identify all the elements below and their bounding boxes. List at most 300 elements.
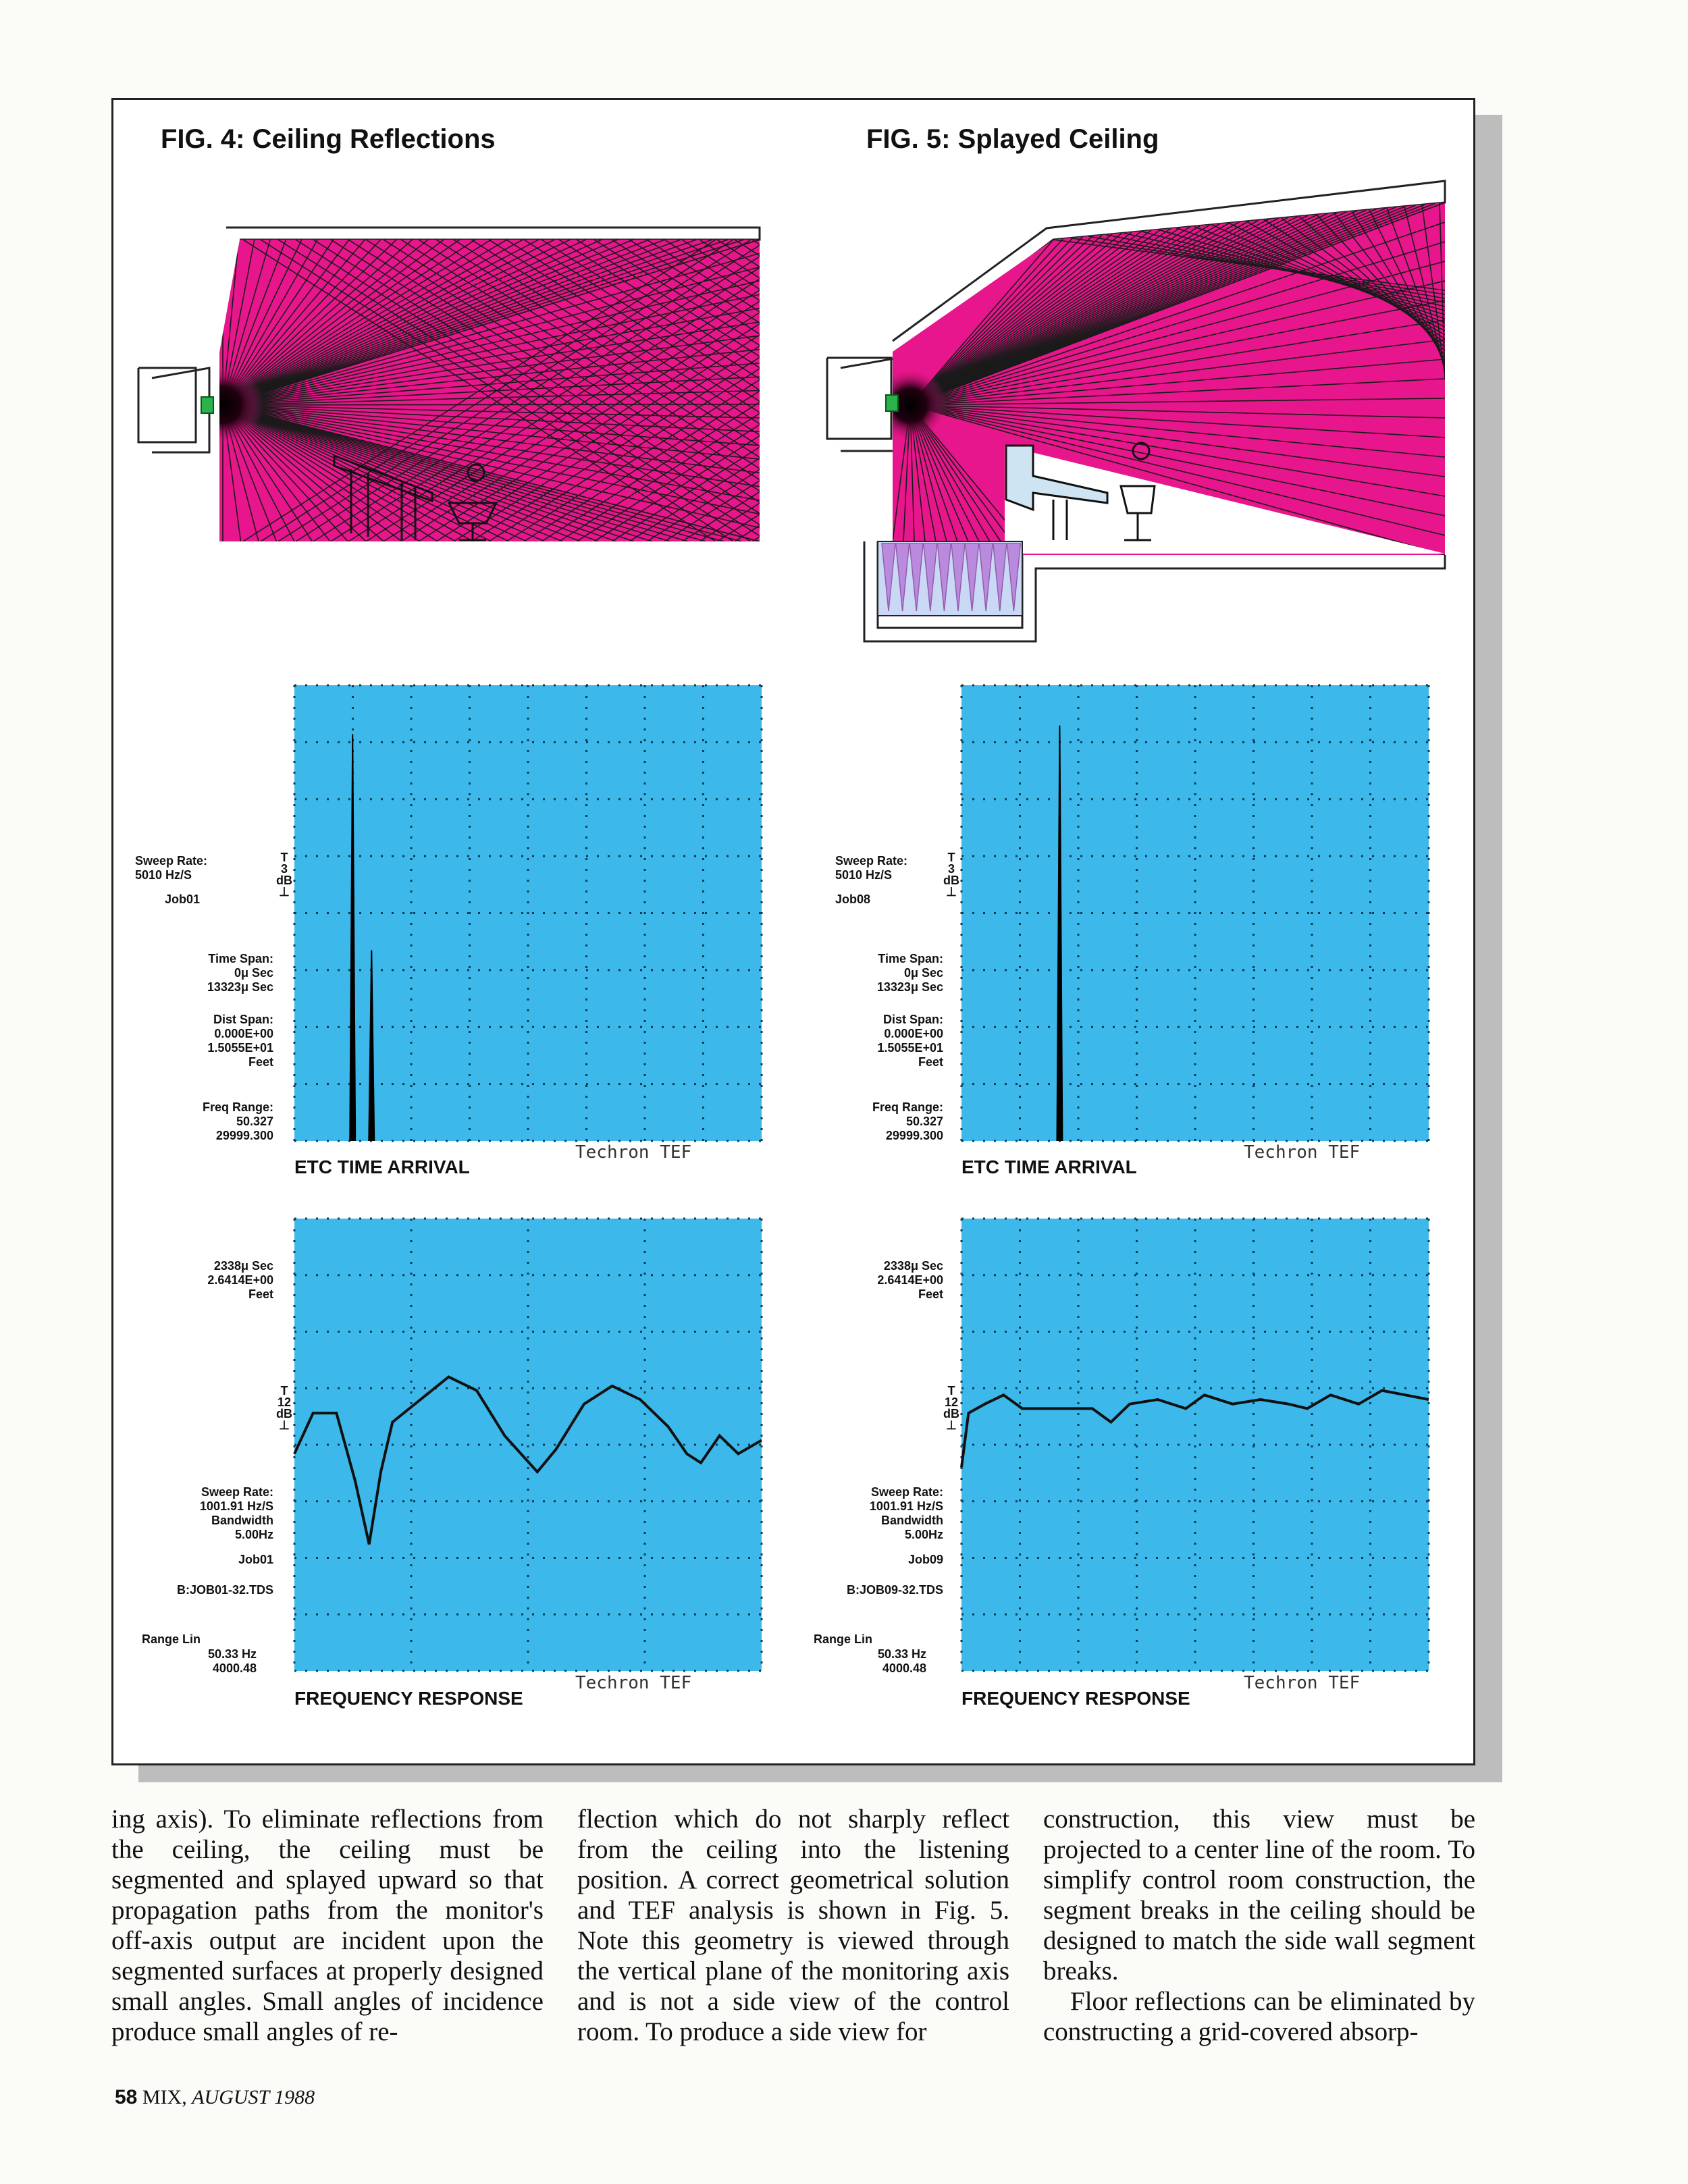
fig5-fr-gridline	[1340, 1331, 1342, 1333]
fig4-etc-gridline	[510, 1026, 512, 1028]
fig5-etc-gridline	[1369, 1074, 1371, 1076]
fig4-etc-gridline	[469, 858, 471, 860]
fig4-etc-gridline	[370, 741, 372, 743]
fig4-etc-gridline	[489, 1083, 491, 1085]
fig5-etc-gridline	[1199, 969, 1201, 971]
fig5-etc-gridline	[1383, 855, 1385, 857]
fig4-etc-gridline	[597, 798, 599, 800]
fig4-etc-gridline	[527, 869, 529, 871]
fig4-fr-gridline	[564, 1444, 566, 1446]
fig5-fr-gridline	[1178, 1614, 1180, 1616]
fig5-etc-gridline	[1078, 955, 1080, 957]
fig5-fr-gridline	[1136, 1575, 1138, 1577]
fig4-etc-gridline	[761, 782, 763, 784]
fig5-etc-gridline	[1311, 1117, 1313, 1119]
fig4-fr-gridline	[467, 1444, 469, 1446]
fig5-fr-gridline	[1145, 1670, 1147, 1672]
fig4-fr-gridline	[543, 1444, 545, 1446]
fig5-etc-gridline	[1361, 1083, 1363, 1085]
fig5-fr-gridline	[1428, 1618, 1430, 1620]
fig5-fr-gridline	[1428, 1402, 1430, 1404]
fig5-fr-gridline	[961, 1651, 963, 1653]
fig4-etc-gridline	[348, 741, 350, 743]
fig4-etc-gridline	[510, 685, 512, 687]
fig5-fr-gridline	[1037, 1387, 1039, 1389]
fig4-fr-gridline	[644, 1586, 646, 1588]
fig4-etc-gridline	[527, 955, 529, 957]
fig4-fr-gridline	[411, 1219, 413, 1221]
fig5-fr-gridline	[1318, 1614, 1320, 1616]
fig4-etc-gridline	[294, 1096, 296, 1098]
fig4-fr-gridline	[761, 1640, 763, 1642]
fig5-fr-gridline	[1286, 1670, 1288, 1672]
fig5-fr-gridline	[1078, 1273, 1080, 1275]
fig4-fr-gridline	[411, 1391, 413, 1393]
fig5-fr-gridline	[1194, 1510, 1196, 1512]
fig4-etc-gridline	[469, 728, 471, 730]
fig5-fr-gridline	[1340, 1500, 1342, 1502]
fig5-etc-gridline	[1019, 890, 1021, 893]
fig5-fr-gridline	[1428, 1510, 1430, 1512]
fig5-fr-gridline	[1252, 1553, 1255, 1555]
fig4-etc-gridline	[705, 855, 707, 857]
fig5-etc-gridline	[1369, 685, 1371, 687]
fig4-fr-gridline	[527, 1327, 529, 1329]
fig5-etc-gridline	[1078, 826, 1080, 828]
fig5-fr-gridline	[994, 1557, 996, 1559]
fig5-etc-gridline	[1311, 890, 1313, 893]
fig4-fr-gridline	[411, 1262, 413, 1264]
fig5-fr-gridline	[1091, 1557, 1093, 1559]
fig5-etc-gridline	[1264, 855, 1266, 857]
fig5-fr-gridline	[1369, 1478, 1371, 1480]
fig4-fr-gridline	[392, 1557, 394, 1559]
fig4-etc-gridline	[294, 1063, 296, 1065]
fig5-fr-gridline	[1078, 1607, 1080, 1609]
fig5-etc-gridline	[1019, 998, 1021, 1001]
fig5-fr-gridline	[1426, 1331, 1428, 1333]
fig4-etc-gridline	[585, 1009, 587, 1011]
fig5-fr-gridline	[1194, 1348, 1196, 1350]
fig4-etc-gridline	[554, 798, 556, 800]
fig4-etc-gridline	[683, 1083, 685, 1085]
fig4-etc-gridline	[651, 855, 653, 857]
fig4-etc-gridline	[424, 741, 426, 743]
fig4-fr-gridline	[316, 1387, 318, 1389]
fig4-etc-gridline	[759, 855, 761, 857]
fig5-etc-gridline	[1369, 772, 1371, 774]
fig4-etc-gridline	[644, 793, 646, 795]
fig4-fr-gridline	[618, 1670, 621, 1672]
fig5-fr-gridline	[1369, 1629, 1371, 1631]
fig5-fr-gridline	[1134, 1218, 1136, 1220]
fig4-fr-gridline	[527, 1359, 529, 1361]
fig5-etc-gridline	[972, 1083, 974, 1085]
fig5-etc-gridline	[1311, 1063, 1313, 1065]
fig4-etc-gridline	[702, 966, 704, 968]
fig5-etc-gridline	[1019, 1020, 1021, 1022]
fig4-etc-gridline	[597, 1083, 599, 1085]
fig5-etc-gridline	[1145, 912, 1147, 914]
fig5-fr-gridline	[1167, 1670, 1169, 1672]
fig4-etc-gridline	[618, 1026, 621, 1028]
fig4-fr-gridline	[294, 1305, 296, 1307]
fig5-fr-gridline	[1296, 1218, 1298, 1220]
fig4-etc-gridline	[527, 901, 529, 903]
fig5-etc-gridline	[1296, 969, 1298, 971]
fig4-etc-gridline	[413, 685, 415, 687]
fig5-fr-gridline	[972, 1614, 974, 1616]
fig5-etc-gridline	[1311, 1053, 1313, 1055]
fig5-etc-gridline	[1136, 858, 1138, 860]
fig4-fr-gridline	[500, 1500, 502, 1502]
fig5-etc-gridline	[1091, 855, 1093, 857]
fig4-etc-gridline	[702, 955, 704, 957]
fig4-etc-gridline	[521, 969, 523, 971]
fig5-etc-gridline	[1124, 741, 1126, 743]
fig5-etc-gridline	[1394, 855, 1396, 857]
fig4-fr-gridline	[478, 1670, 480, 1672]
fig4-etc-gridline	[640, 741, 642, 743]
fig4-etc-gridline	[510, 969, 512, 971]
fig5-etc-gridline	[1080, 741, 1082, 743]
fig5-etc-gridline	[1428, 1107, 1430, 1109]
fig5-etc-gridline	[1242, 855, 1244, 857]
fig4-fr-gridline	[527, 1337, 529, 1339]
fig4-etc-gridline	[352, 707, 354, 709]
fig4-fr-gridline	[435, 1218, 437, 1220]
fig4-etc-gridline	[435, 798, 437, 800]
fig5-etc-gridline	[1286, 1083, 1288, 1085]
fig5-etc-gridline	[1221, 798, 1223, 800]
fig5-etc-gridline	[1156, 912, 1158, 914]
fig5-fr-gridline	[1307, 1500, 1309, 1502]
fig5-etc-gridline	[1307, 1083, 1309, 1085]
fig5-etc-gridline	[1019, 685, 1021, 687]
fig4-etc-gridline	[761, 793, 763, 795]
fig5-fr-gridline	[1145, 1614, 1147, 1616]
fig4-etc-gridline	[644, 869, 646, 871]
fig5-fr-gridline	[1275, 1218, 1277, 1220]
fig5-fr-gridline	[961, 1553, 963, 1555]
fig4-etc-gridline	[489, 1140, 491, 1142]
fig5-etc-gridline	[1019, 739, 1021, 741]
fig5-fr-gridline	[1019, 1305, 1021, 1307]
fig5-etc-gridline	[1145, 685, 1147, 687]
fig4-etc-gridline	[294, 1140, 296, 1142]
fig5-etc-gridline	[1394, 798, 1396, 800]
fig4-fr-gridline	[629, 1557, 631, 1559]
fig5-etc-gridline	[1340, 685, 1342, 687]
fig4-fr-gridline	[683, 1331, 685, 1333]
fig4-etc-gridline	[527, 912, 529, 914]
fig5-etc-gridline	[1178, 855, 1180, 857]
fig4-etc-gridline	[683, 798, 685, 800]
fig5-fr-gridline	[983, 1557, 985, 1559]
fig4-fr-gridline	[586, 1387, 588, 1389]
fig5-fr-gridline	[1311, 1413, 1313, 1415]
fig4-fr-gridline	[359, 1444, 361, 1446]
fig5-fr-gridline	[1311, 1532, 1313, 1534]
fig4-fr-gridline	[370, 1274, 372, 1276]
fig4-fr-gridline	[644, 1478, 646, 1480]
fig5-etc-gridline	[1188, 1083, 1190, 1085]
fig5-fr-gridline	[1136, 1521, 1138, 1523]
fig4-fr-gridline	[294, 1467, 296, 1469]
fig5-etc-gridline	[972, 1140, 974, 1142]
fig4-etc-gridline	[662, 741, 664, 743]
fig5-fr-gridline	[1275, 1500, 1277, 1502]
fig4-etc-gridline	[748, 855, 750, 857]
fig5-etc-gridline	[1178, 1140, 1180, 1142]
fig4-fr-gridline	[705, 1218, 707, 1220]
fig4-fr-gridline	[348, 1387, 350, 1389]
fig5-fr-gridline	[1113, 1387, 1115, 1389]
fig4-etc-gridline	[469, 696, 471, 698]
fig4-etc-gridline	[527, 1074, 529, 1076]
fig4-fr-gridline	[716, 1274, 718, 1276]
fig4-fr-gridline	[694, 1614, 696, 1616]
fig4-fr-gridline	[402, 1557, 404, 1559]
fig4-etc-gridline	[316, 685, 318, 687]
fig5-fr-gridline	[1252, 1229, 1255, 1231]
fig5-etc-gridline	[961, 923, 963, 925]
fig5-etc-gridline	[1019, 1009, 1021, 1011]
fig4-etc-gridline	[489, 741, 491, 743]
fig4-etc-gridline	[644, 1031, 646, 1033]
fig5-fr-gridline	[1194, 1489, 1196, 1491]
fig4-etc-gridline	[294, 969, 296, 971]
fig4-etc-gridline	[424, 1140, 426, 1142]
fig4-etc-gridline	[527, 847, 529, 849]
fig5-fr-gridline	[1019, 1327, 1021, 1329]
fig5-fr-gridline	[1113, 1274, 1115, 1276]
fig4-fr-gridline	[500, 1557, 502, 1559]
fig5-fr-gridline	[1428, 1651, 1430, 1653]
fig5-fr-gridline	[1019, 1337, 1021, 1339]
fig5-fr-gridline	[1136, 1543, 1138, 1545]
fig4-etc-gridline	[586, 1083, 588, 1085]
fig5-etc-gridline	[1329, 741, 1331, 743]
fig4-etc-gridline	[510, 855, 512, 857]
fig5-etc-gridline	[1078, 977, 1080, 979]
fig5-etc-gridline	[1210, 969, 1212, 971]
fig5-etc-gridline	[1415, 1026, 1417, 1028]
fig5-etc-gridline	[1369, 944, 1371, 947]
fig5-etc-gridline	[983, 1026, 985, 1028]
fig5-etc-gridline	[1340, 1083, 1342, 1085]
fig4-fr-gridline	[467, 1331, 469, 1333]
fig5-fr-gridline	[1221, 1500, 1223, 1502]
fig5-fr-gridline	[1394, 1670, 1396, 1672]
fig4-etc-gridline	[694, 1083, 696, 1085]
fig4-etc-gridline	[411, 815, 413, 817]
fig4-fr-gridline	[748, 1614, 750, 1616]
fig5-fr-gridline	[1311, 1640, 1313, 1642]
fig4-fr-gridline	[527, 1273, 529, 1275]
fig4-fr-gridline	[527, 1370, 529, 1372]
fig5-etc-gridline	[994, 798, 996, 800]
fig4-etc-gridline	[392, 969, 394, 971]
fig5-fr-gridline	[1194, 1294, 1196, 1296]
fig4-etc-gridline	[585, 739, 587, 741]
fig4-etc-gridline	[294, 798, 296, 800]
fig5-etc-gridline	[1286, 741, 1288, 743]
fig4-fr-gridline	[489, 1387, 491, 1389]
fig5-etc-gridline	[1194, 966, 1196, 968]
fig5-etc-gridline	[1428, 718, 1430, 720]
fig4-etc-gridline	[761, 739, 763, 741]
fig5-etc-gridline	[1156, 855, 1158, 857]
fig5-fr-gridline	[1372, 1387, 1374, 1389]
fig5-etc-gridline	[1136, 739, 1138, 741]
fig5-fr-gridline	[961, 1478, 963, 1480]
fig5-etc-gridline	[1296, 912, 1298, 914]
fig4-fr-gridline	[759, 1614, 761, 1616]
fig4-fr-gridline	[597, 1614, 599, 1616]
fig5-etc-gridline	[1026, 798, 1028, 800]
fig4-fr-gridline	[402, 1387, 404, 1389]
fig5-fr-gridline	[1311, 1337, 1313, 1339]
fig4-etc-gridline	[761, 696, 763, 698]
fig4-fr-gridline	[575, 1387, 577, 1389]
fig4-etc-gridline	[294, 793, 296, 795]
fig5-fr-gridline	[1428, 1316, 1430, 1318]
fig4-etc-gridline	[702, 1107, 704, 1109]
fig4-etc-gridline	[424, 912, 426, 914]
fig4-etc-gridline	[727, 798, 729, 800]
fig4-etc-gridline	[381, 1083, 383, 1085]
fig5-etc-gridline	[1019, 847, 1021, 849]
fig4-fr-gridline	[644, 1305, 646, 1307]
fig5-fr-gridline	[1078, 1359, 1080, 1361]
fig4-fr-gridline	[761, 1489, 763, 1491]
fig5-fr-gridline	[1019, 1618, 1021, 1620]
fig4-etc-gridline	[467, 798, 469, 800]
fig5-etc-gridline	[1428, 728, 1430, 730]
fig5-etc-timespan: Time Span: 0μ Sec 13323μ Sec	[876, 952, 943, 994]
fig5-fr-gridline	[1369, 1424, 1371, 1426]
fig5-fr-gridline	[1253, 1670, 1255, 1672]
fig5-etc-gridline	[1136, 1096, 1138, 1098]
fig4-etc-gridline	[737, 855, 739, 857]
fig4-fr-gridline	[294, 1543, 296, 1545]
fig5-etc-gridline	[1136, 728, 1138, 730]
fig5-fr-gridline	[1361, 1331, 1363, 1333]
fig4-etc-gridline	[702, 761, 704, 763]
fig4-etc-gridline	[702, 923, 704, 925]
fig5-etc-gridline	[1113, 969, 1115, 971]
fig4-etc-gridline	[510, 1140, 512, 1142]
fig5-etc-gridline	[1070, 912, 1072, 914]
fig4-etc-gridline	[761, 728, 763, 730]
fig4-fr-gridline	[761, 1586, 763, 1588]
fig5-fr-gridline	[1124, 1614, 1126, 1616]
fig5-etc-gridline	[1369, 782, 1371, 784]
fig4-etc-gridline	[761, 815, 763, 817]
fig5-etc-gridline	[1252, 934, 1255, 936]
fig4-fr-gridline	[500, 1274, 502, 1276]
fig4-etc-gridline	[294, 728, 296, 730]
fig5-fr-gridline	[1124, 1218, 1126, 1220]
fig5-fr-gridline	[1318, 1387, 1320, 1389]
fig4-fr-gridline	[411, 1370, 413, 1372]
fig4-fr-gridline	[759, 1670, 761, 1672]
fig4-etc-gridline	[316, 798, 318, 800]
fig4-fr-gridline	[411, 1478, 413, 1480]
fig4-fr-gridline	[305, 1274, 307, 1276]
fig5-etc-gridline	[1078, 934, 1080, 936]
fig5-etc-gridline	[1178, 1026, 1180, 1028]
fig5-etc-gridline	[1242, 741, 1244, 743]
fig4-etc-gridline	[527, 880, 529, 882]
fig4-fr-gridline	[411, 1273, 413, 1275]
fig5-etc-gridline	[1253, 685, 1255, 687]
fig4-fr-gridline	[489, 1218, 491, 1220]
fig4-etc-gridline	[294, 1128, 296, 1130]
fig5-fr-gridline	[1369, 1229, 1371, 1231]
fig4-etc-gridline	[402, 969, 404, 971]
fig4-fr-gridline	[411, 1651, 413, 1653]
fig4-fr-gridline	[478, 1218, 480, 1220]
fig5-etc-gridline	[1091, 685, 1093, 687]
fig5-etc-gridline	[1307, 969, 1309, 971]
fig4-etc-gridline	[305, 855, 307, 857]
fig4-fr-gridline	[644, 1219, 646, 1221]
fig5-etc-gridline	[1428, 977, 1430, 979]
fig4-etc-gridline	[527, 1020, 529, 1022]
fig5-etc-gridline	[1361, 969, 1363, 971]
fig4-etc-gridline	[294, 998, 296, 1001]
fig5-fr-gridline	[1428, 1629, 1430, 1631]
fig4-etc-gridline	[575, 798, 577, 800]
fig5-fr-gridline	[1296, 1500, 1298, 1502]
fig5-etc-gridline	[1136, 707, 1138, 709]
fig4-fr-gridline	[705, 1500, 707, 1502]
fig4-fr-gridline	[575, 1331, 577, 1333]
fig5-fr-gridline	[1221, 1444, 1223, 1446]
fig5-fr-gridline	[1005, 1444, 1007, 1446]
fig5-etc-gridline	[1264, 912, 1266, 914]
fig5-etc-gridline	[1221, 685, 1223, 687]
fig5-etc-gridline	[1372, 1026, 1374, 1028]
fig5-etc-gridline	[1199, 1083, 1201, 1085]
fig5-etc-gridline	[1019, 761, 1021, 763]
fig4-etc-gridline	[469, 1074, 471, 1076]
fig4-fr-gridline	[402, 1614, 404, 1616]
fig5-etc-gridline	[1428, 1042, 1430, 1044]
fig4-etc-gridline	[510, 1083, 512, 1085]
fig5-etc-gridline	[1136, 869, 1138, 871]
fig5-fr-gridline	[1078, 1499, 1080, 1501]
fig5-fr-gridline	[1102, 1444, 1104, 1446]
fig4-etc-gridline	[748, 1140, 750, 1142]
fig4-fr-gridline	[413, 1387, 415, 1389]
fig5-fr-gridline	[1394, 1331, 1396, 1333]
fig4-fr-gridline	[761, 1629, 763, 1631]
fig4-fr-gridline	[761, 1294, 763, 1296]
fig4-fr-gridline	[618, 1218, 621, 1220]
fig5-fr-gridline	[1311, 1597, 1313, 1599]
fig5-fr-gridline	[1016, 1557, 1018, 1559]
fig5-etc-gridline	[1194, 944, 1196, 947]
fig4-etc-gridline	[527, 1042, 529, 1044]
fig4-etc-gridline	[424, 969, 426, 971]
fig5-etc-gridline	[1136, 761, 1138, 763]
fig5-fr-gridline	[1136, 1424, 1138, 1426]
fig5-etc-gridline	[1019, 772, 1021, 774]
fig5-etc-gridline	[1048, 969, 1050, 971]
